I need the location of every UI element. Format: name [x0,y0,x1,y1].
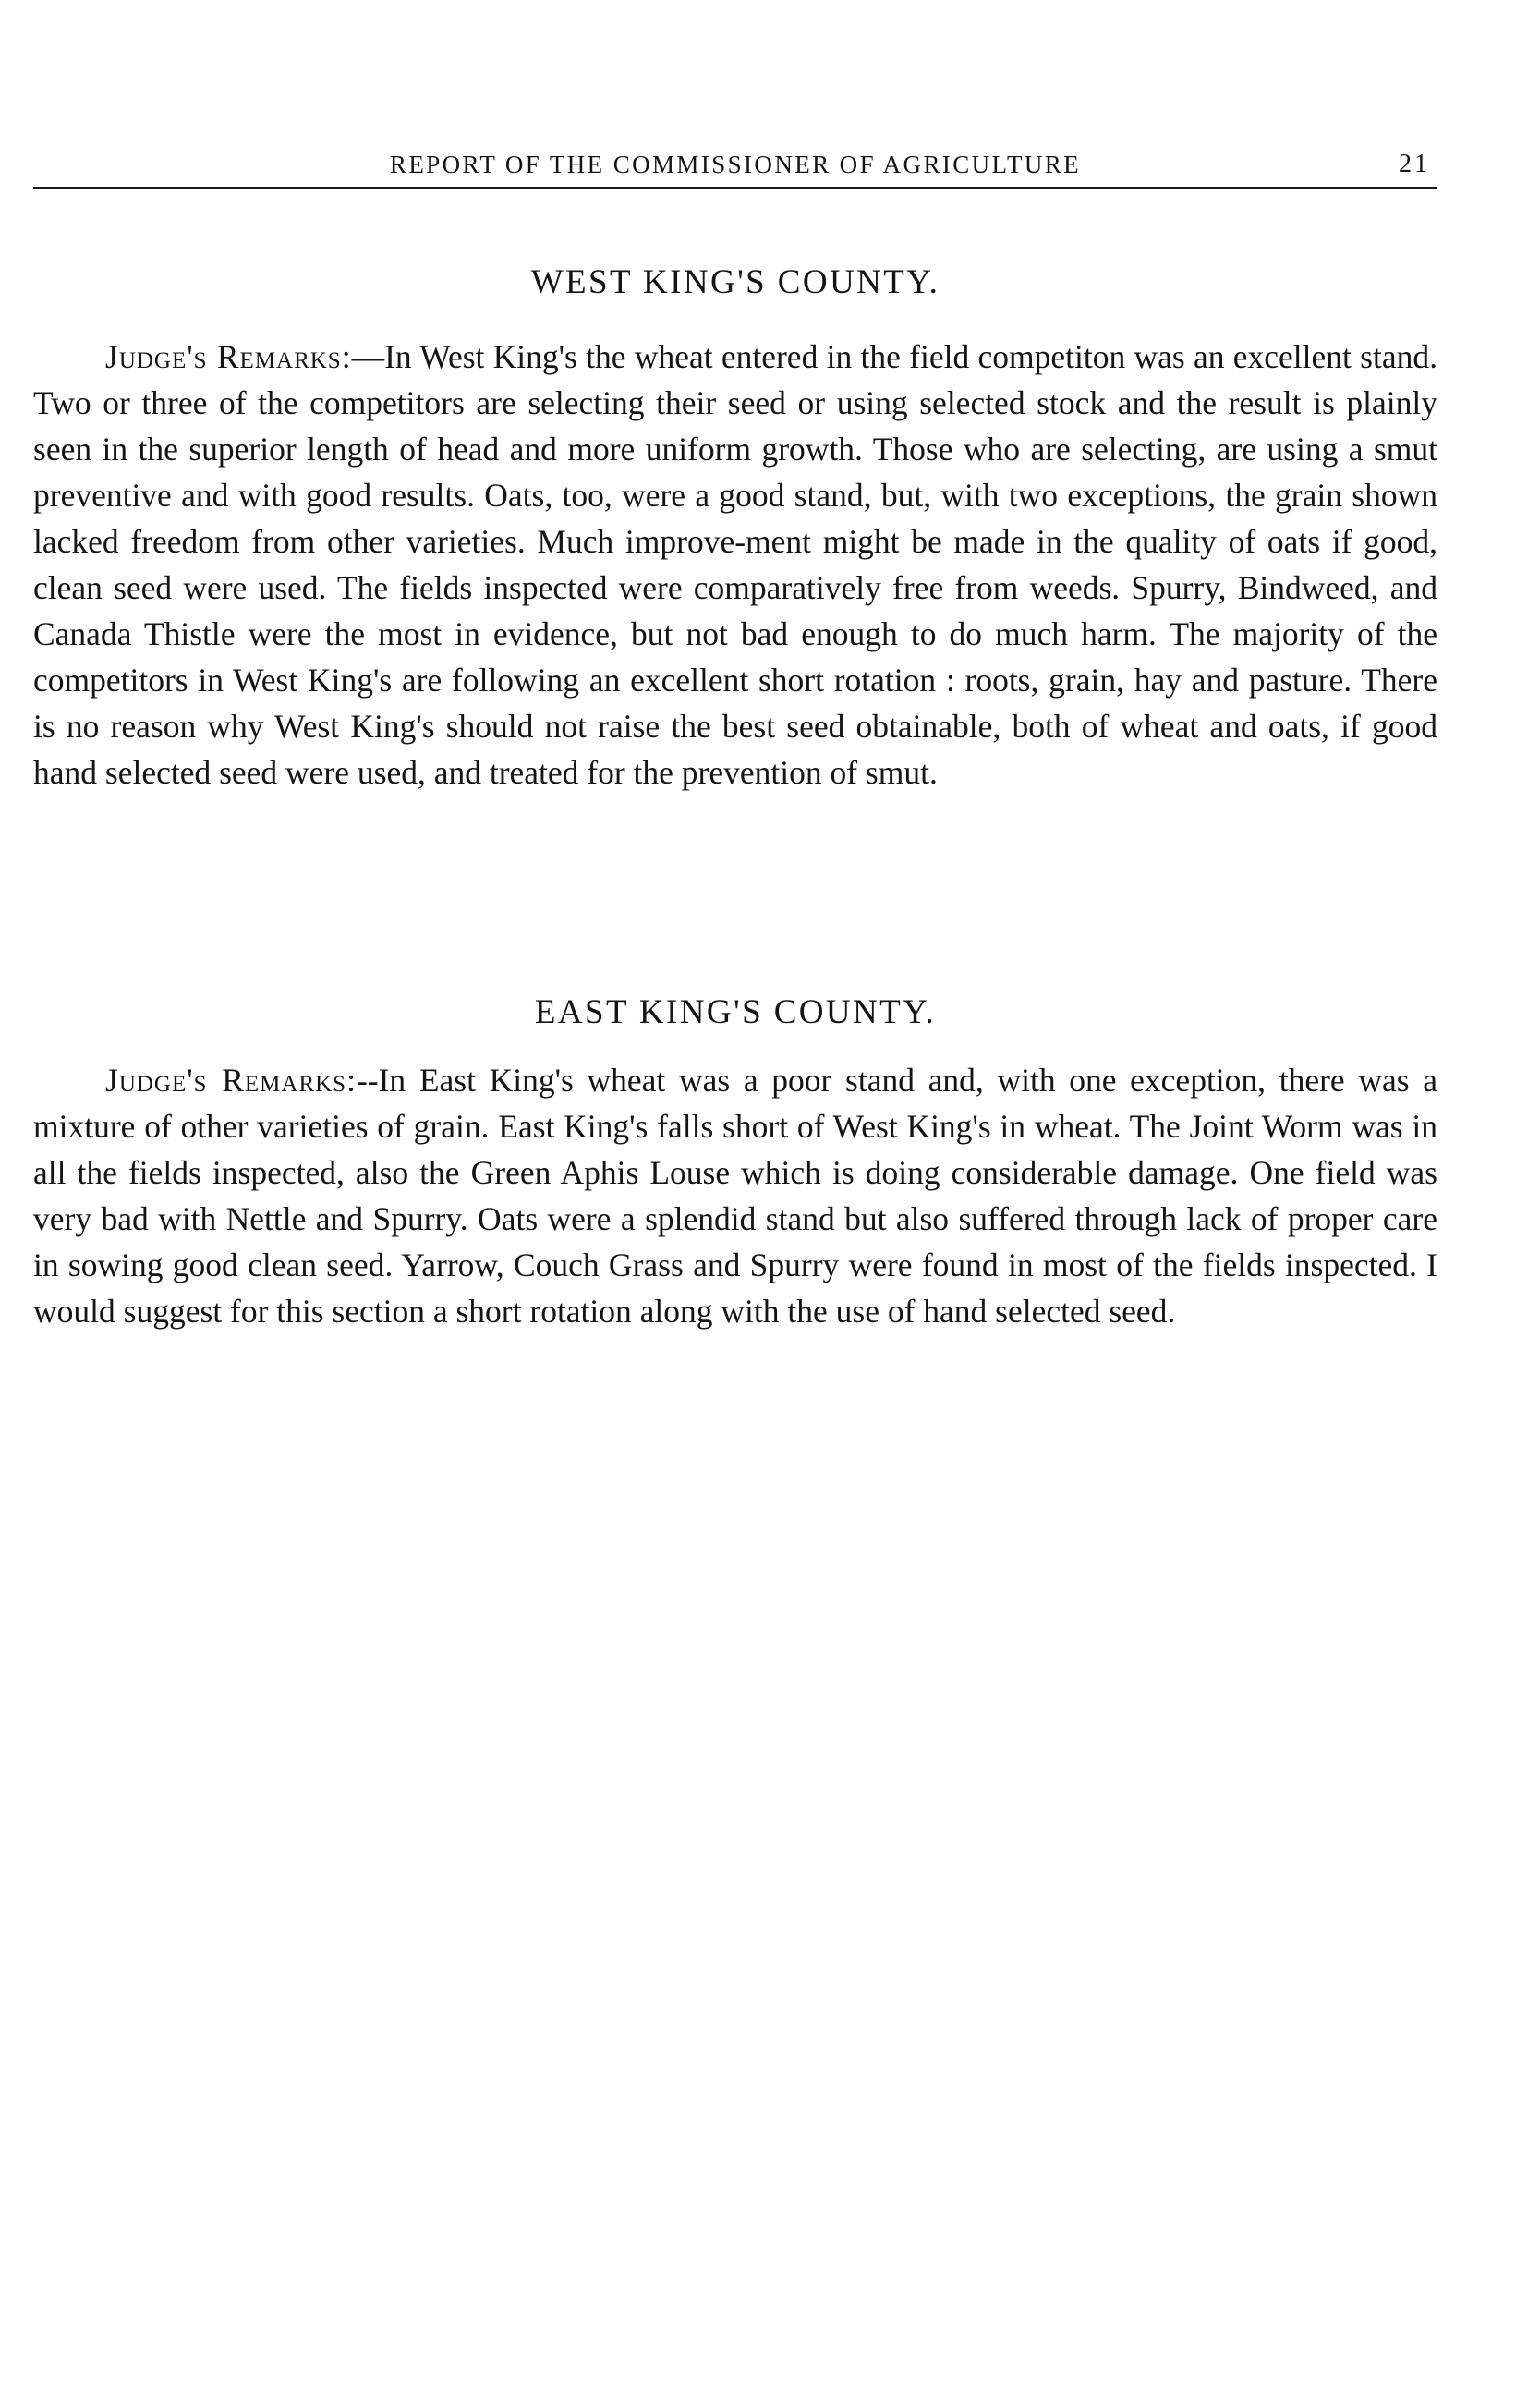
page-number: 21 [1399,150,1430,178]
paragraph-east-kings-county [33,1057,1437,1334]
paragraph-text: --In East King's wheat was a poor stand and, with one exception, there was a mixture of other varieties of grain. East King's falls short of West King's in wheat. The Joint Worm was in all the fields inspected, also the Green Aphis Louse which is doing considerable damage. One field was very bad with Nettle and Spurry. Oats were a splendid stand but also suffered through lack of proper care in sowing good clean seed. Yarrow, Couch Grass and Spurry were found in most of the fields inspected. I would suggest for this section a short rotation along with the use of hand selected seed. [33,1062,1437,1330]
paragraph-text: —In West King's the wheat entered in the field competiton was an excellent stand. Two or three of the competitors are selecting their seed or using selected stock and the result is plainly seen in the superior length of head and more uniform growth. Those who are selecting, are using a smut preventive and with good results. Oats, too, were a good stand, but, with two exceptions, the grain shown lacked freedom from other varieties. Much improve-ment might be made in the quality of oats if good, clean seed were used. The fields inspected were comparatively free from weeds. Spurry, Bindweed, and Canada Thistle were the most in evidence, but not bad enough to do much harm. The majority of the competitors in West King's are following an excellent short rotation : roots, grain, hay and pasture. There is no reason why West King's should not raise the best seed obtainable, both of wheat and oats, if good hand selected seed were used, and treated for the prevention of smut. [33,338,1437,791]
judges-remarks-label: Judge's Remarks: [105,338,352,375]
section-heading-east-kings-county: EAST KING'S COUNTY. [534,993,937,1031]
running-header [33,150,1437,189]
judges-remarks-label: Judge's Remarks: [105,1062,357,1099]
running-title: REPORT OF THE COMMISSIONER OF AGRICULTURE [389,151,1082,178]
paragraph-west-kings-county [33,334,1437,796]
section-heading-west-kings-county: WEST KING'S COUNTY. [530,263,940,301]
